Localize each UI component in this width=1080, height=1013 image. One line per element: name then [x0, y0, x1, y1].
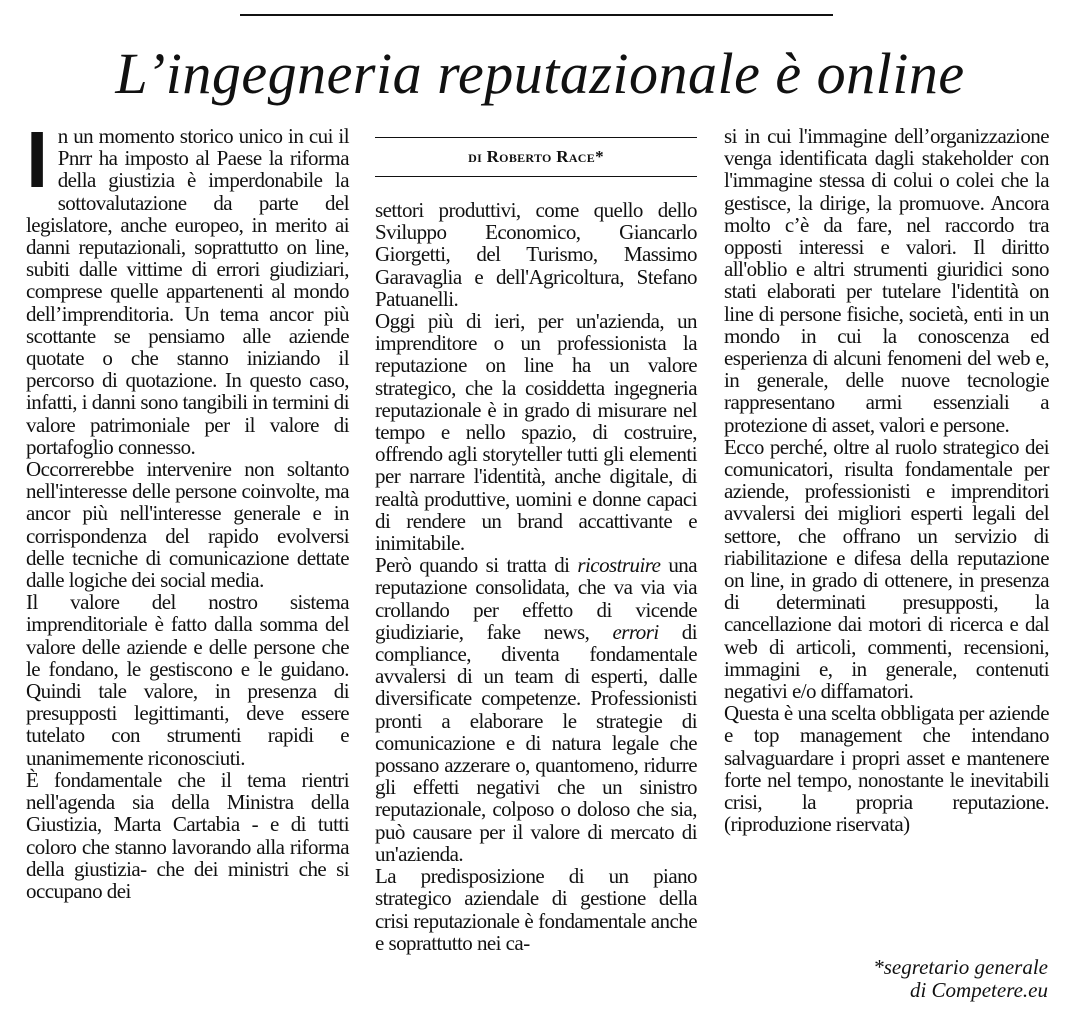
- italic-text: errori: [612, 619, 659, 644]
- top-rule: [240, 14, 833, 16]
- paragraph-text: n un momento storico unico in cui il Pnrr ha imposto al Paese la riforma della giustizia è imperdonabile la sottovalutazione da parte del legislatore, anche europeo, in merito ai danni reputazionali, soprattutto on line, subiti dalle vittime di errori giudiziari, comprese quelle appartenenti al mondo dell’imprenditoria. Un tema ancor più scottante se pensiamo alle aziende quotate o che stanno iniziando il percorso di quotazione. In questo caso, infatti, i danni sono tangibili in termini di valore patrimoniale per il valore di portafoglio connesso.: [26, 124, 349, 459]
- paragraph: Questa è una scelta obbligata per aziende e top management che intendano salvaguardare i propri asset e mantenere forte nel tempo, nonostante le inevitabili crisi, la propria reputazione. (riproduzione riservata): [724, 701, 1049, 837]
- byline: [375, 137, 697, 177]
- byline-text: [375, 147, 697, 167]
- paragraph: si in cui l'immagine dell’organizzazione venga identificata dagli stakeholder con l'immagine stessa di colui o colei che la gestisce, la dirige, la promuove. Ancora molto c’è da fare, nel raccordo tra opposti interessi e valori. Il diritto all'oblio e altri strumenti giuridici sono stati elaborati per tutelare l'identità on line di persone fisiche, società, enti in un mondo in cui la conoscenza ed esperienza di alcuni fenomeni del web e, in generale, delle nuove tecnologie rappresentano armi essenziali a protezione di asset, valori e persone.: [724, 124, 1049, 437]
- italic-text: ricostruire: [577, 553, 661, 578]
- paragraph: È fondamentale che il tema rientri nell'agenda sia della Ministra della Giustizia, Marta Cartabia - e di tutti coloro che stanno lavorando alla riforma della giustizia- che dei ministri che si occupano dei: [26, 767, 349, 903]
- paragraph: settori produttivi, come quello dello Sviluppo Economico, Giancarlo Giorgetti, del Turismo, Massimo Garavaglia e dell'Agricoltura, Stefano Patuanelli.: [375, 198, 697, 311]
- text-run: Però quando si tratta di: [375, 553, 578, 578]
- text-run: una reputazione consolidata, che va via via crollando per effetto di vicende giudiziarie, fake news,: [375, 553, 697, 644]
- drop-cap: I: [26, 115, 48, 204]
- paragraph: La predisposizione di un piano strategico aziendale di gestione della crisi reputazionale è fondamentale anche e soprattutto nei ca-: [375, 864, 697, 955]
- paragraph: [26, 115, 349, 459]
- byline-rule-top: [375, 137, 697, 138]
- byline-author: Roberto Race: [486, 147, 596, 166]
- paragraph: Il valore del nostro sistema imprenditoriale è fatto dalla somma del valore delle aziende e delle persone che le fondano, le gestiscono e le guidano. Quindi tale valore, in presenza di presupposti legittimanti, deve essere tutelato con strumenti rapidi e unanimemente riconosciuti.: [26, 590, 349, 770]
- byline-marker: *: [595, 147, 604, 166]
- article-column-1: [26, 115, 349, 903]
- author-signature: [873, 956, 1048, 1002]
- byline-rule-bottom: [375, 176, 697, 177]
- paragraph: Occorrerebbe intervenire non soltanto nell'interesse delle persone coinvolte, ma ancor più nell'interesse generale e in corrispondenza del rapido evolversi delle tecniche di comunicazione dettate dalle logiche dei social media.: [26, 457, 349, 593]
- paragraph: [375, 554, 697, 865]
- text-run: di compliance, diventa fondamentale avvalersi di un team di esperti, dalle diversificate competenze. Professionisti pronti a elaborare le strategie di comunicazione e di natura legale che possano azzerare o, quantomeno, ridurre gli effetti negativi che un sinistro reputazionale, colposo o doloso che sia, può causare per il valore di mercato di un'azienda.: [375, 619, 698, 866]
- paragraph: Oggi più di ieri, per un'azienda, un imprenditore o un professionista la reputazione on line ha un valore strategico, che la cosiddetta ingegneria reputazionale è in grado di misurare nel tempo e nello spazio, di costruire, offrendo agli storyteller tutti gli elementi per narrare l'identità, anche digitale, di realtà produttive, uomini e donne capaci di rendere un brand accattivante e inimitabile.: [375, 309, 697, 556]
- headline: L’ingegneria reputazionale è online: [115, 41, 965, 106]
- article-column-3: [724, 125, 1049, 836]
- signature-line-1: *segretario generale: [873, 955, 1048, 979]
- byline-prefix: di: [468, 147, 483, 166]
- signature-line-2: di Competere.eu: [909, 978, 1048, 1002]
- article-column-2: [375, 199, 697, 954]
- paragraph: Ecco perché, oltre al ruolo strategico dei comunicatori, risulta fondamentale per aziende, professionisti e imprenditori avvalersi dei migliori esperti legali del settore, che offrano un servizio di riabilitazione e difesa della reputazione on line, in grado di ottenere, in presenza di determinati presupposti, la cancellazione dai motori di ricerca e dal web di articoli, commenti, recensioni, immagini e, in generale, contenuti negativi e/o diffamatori.: [724, 434, 1049, 704]
